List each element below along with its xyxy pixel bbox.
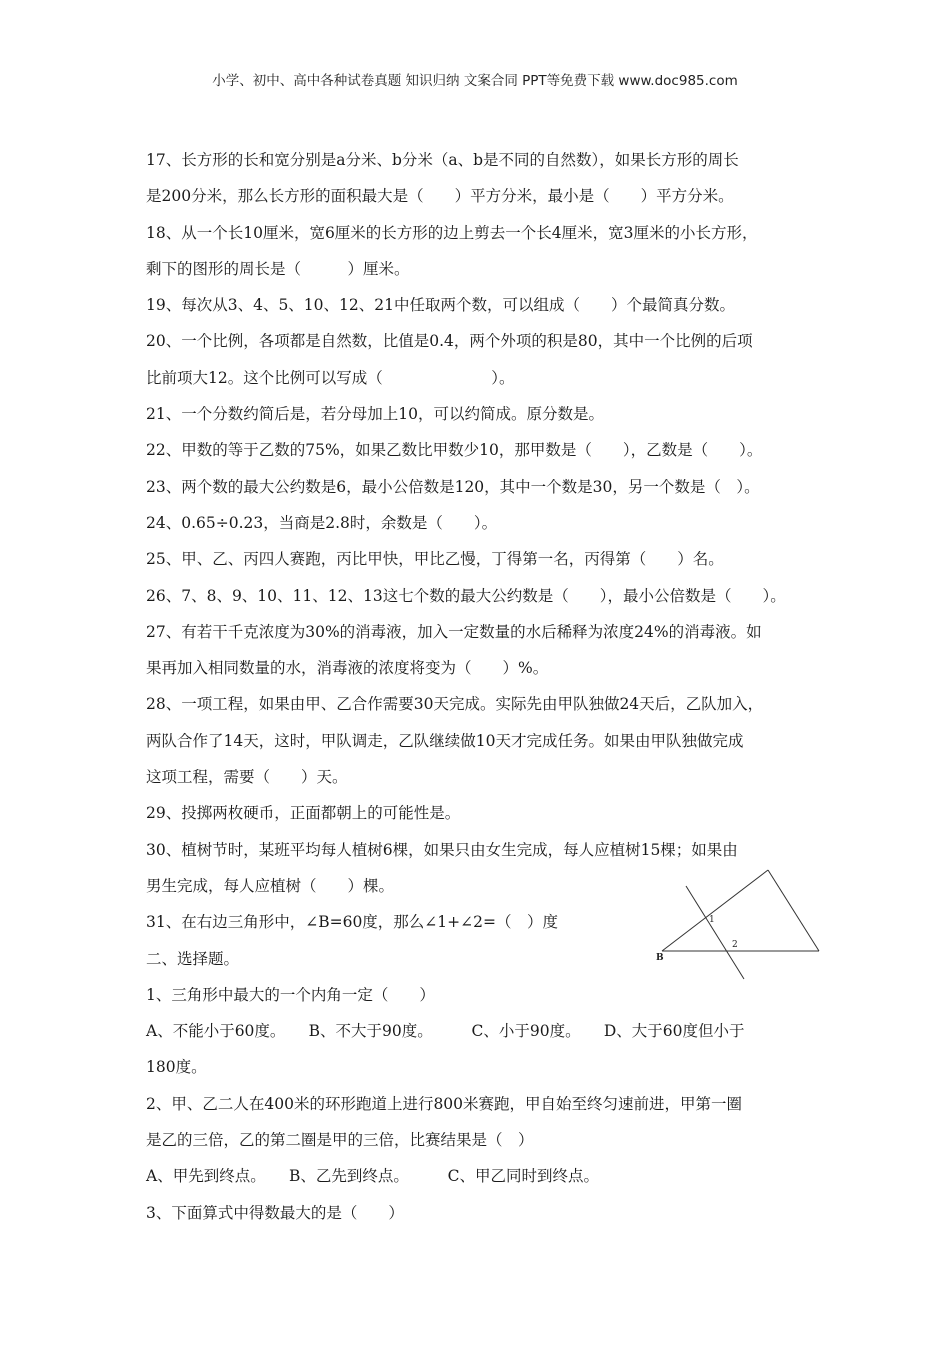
text-line: 26、7、8、9、10、11、12、13这七个数的最大公约数是（ ），最小公倍数是（ ）。 <box>146 586 786 605</box>
text-line: 25、甲、乙、丙四人赛跑，丙比甲快，甲比乙慢，丁得第一名，丙得第（ ）名。 <box>146 550 724 569</box>
text-line: 这项工程，需要（ ）天。 <box>146 768 348 787</box>
text-line: 20、一个比例，各项都是自然数，比值是0.4，两个外项的积是80，其中一个比例的后项 <box>146 332 753 351</box>
text-line: 29、投掷两枚硬币，正面都朝上的可能性是。 <box>146 804 461 823</box>
text-line: 23、两个数的最大公约数是6，最小公倍数是120，其中一个数是30，另一个数是（ ）。 <box>146 477 760 496</box>
text-line: 1、三角形中最大的一个内角一定（ ） <box>146 985 435 1004</box>
text-line: 男生完成，每人应植树（ ）棵。 <box>146 876 395 895</box>
text-line: 28、一项工程，如果由甲、乙合作需要30天完成。实际先由甲队独做24天后，乙队加入， <box>146 695 764 714</box>
text-line: 19、每次从3、4、5、10、12、21中任取两个数，可以组成（ ）个最简真分数。 <box>146 296 735 315</box>
angle-2-label: 2 <box>732 940 738 950</box>
document-body <box>146 142 826 1231</box>
text-line: 17、长方形的长和宽分别是a分米、b分米（a、b是不同的自然数），如果长方形的周长 <box>146 151 739 169</box>
text-line: 比前项大12。这个比例可以写成（ ）。 <box>146 368 515 387</box>
text-line: 2、甲、乙二人在400米的环形跑道上进行800米赛跑，甲自始至终匀速前进，甲第一圈 <box>146 1094 743 1113</box>
text-line: 两队合作了14天，这时，甲队调走，乙队继续做10天才完成任务。如果由甲队独做完成 <box>146 731 744 750</box>
text-line: A、甲先到终点。 B、乙先到终点。 C、甲乙同时到终点。 <box>146 1167 599 1186</box>
angle-1-label: 1 <box>709 915 715 925</box>
text-line: 24、0.65÷0.23，当商是2.8时，余数是（ ）。 <box>146 513 498 532</box>
text-line: 3、下面算式中得数最大的是（ ） <box>146 1203 404 1222</box>
section-heading: 二、选择题。 <box>146 949 240 968</box>
text-line: 22、甲数的等于乙数的75%，如果乙数比甲数少10，那甲数是（ ），乙数是（ ）。 <box>146 441 763 460</box>
triangle-figure <box>652 866 824 988</box>
vertex-b-label: B <box>656 953 664 963</box>
transversal-line <box>686 886 744 979</box>
text-line: 30、植树节时，某班平均每人植树6棵，如果只由女生完成，每人应植树15棵；如果由 <box>146 840 738 859</box>
text-line: 是200分米，那么长方形的面积最大是（ ）平方分米，最小是（ ）平方分米。 <box>146 187 734 206</box>
text-line: A、不能小于60度。 B、不大于90度。 C、小于90度。 D、大于60度但小于 <box>146 1022 745 1041</box>
page-header: 小学、初中、高中各种试卷真题 知识归纳 文案合同 PPT等免费下载 www.doc985.com <box>212 73 738 89</box>
triangle-side-right <box>768 870 819 951</box>
text-line: 21、一个分数约简后是，若分母加上10，可以约简成。原分数是。 <box>146 405 604 424</box>
text-line: 是乙的三倍，乙的第二圈是甲的三倍，比赛结果是（ ） <box>146 1131 534 1150</box>
triangle-side-left <box>662 870 768 951</box>
text-line: 18、从一个长10厘米，宽6厘米的长方形的边上剪去一个长4厘米，宽3厘米的小长方形， <box>146 223 758 242</box>
text-line: 27、有若干千克浓度为30%的消毒液，加入一定数量的水后稀释为浓度24%的消毒液。如 <box>146 622 762 641</box>
text-line: 31、在右边三角形中，∠B=60度，那么∠1+∠2=（ ）度 <box>146 913 558 932</box>
text-line: 果再加入相同数量的水，消毒液的浓度将变为（ ）%。 <box>146 659 549 678</box>
text-line: 剩下的图形的周长是（ ）厘米。 <box>146 259 410 278</box>
text-line: 180度。 <box>146 1058 207 1077</box>
